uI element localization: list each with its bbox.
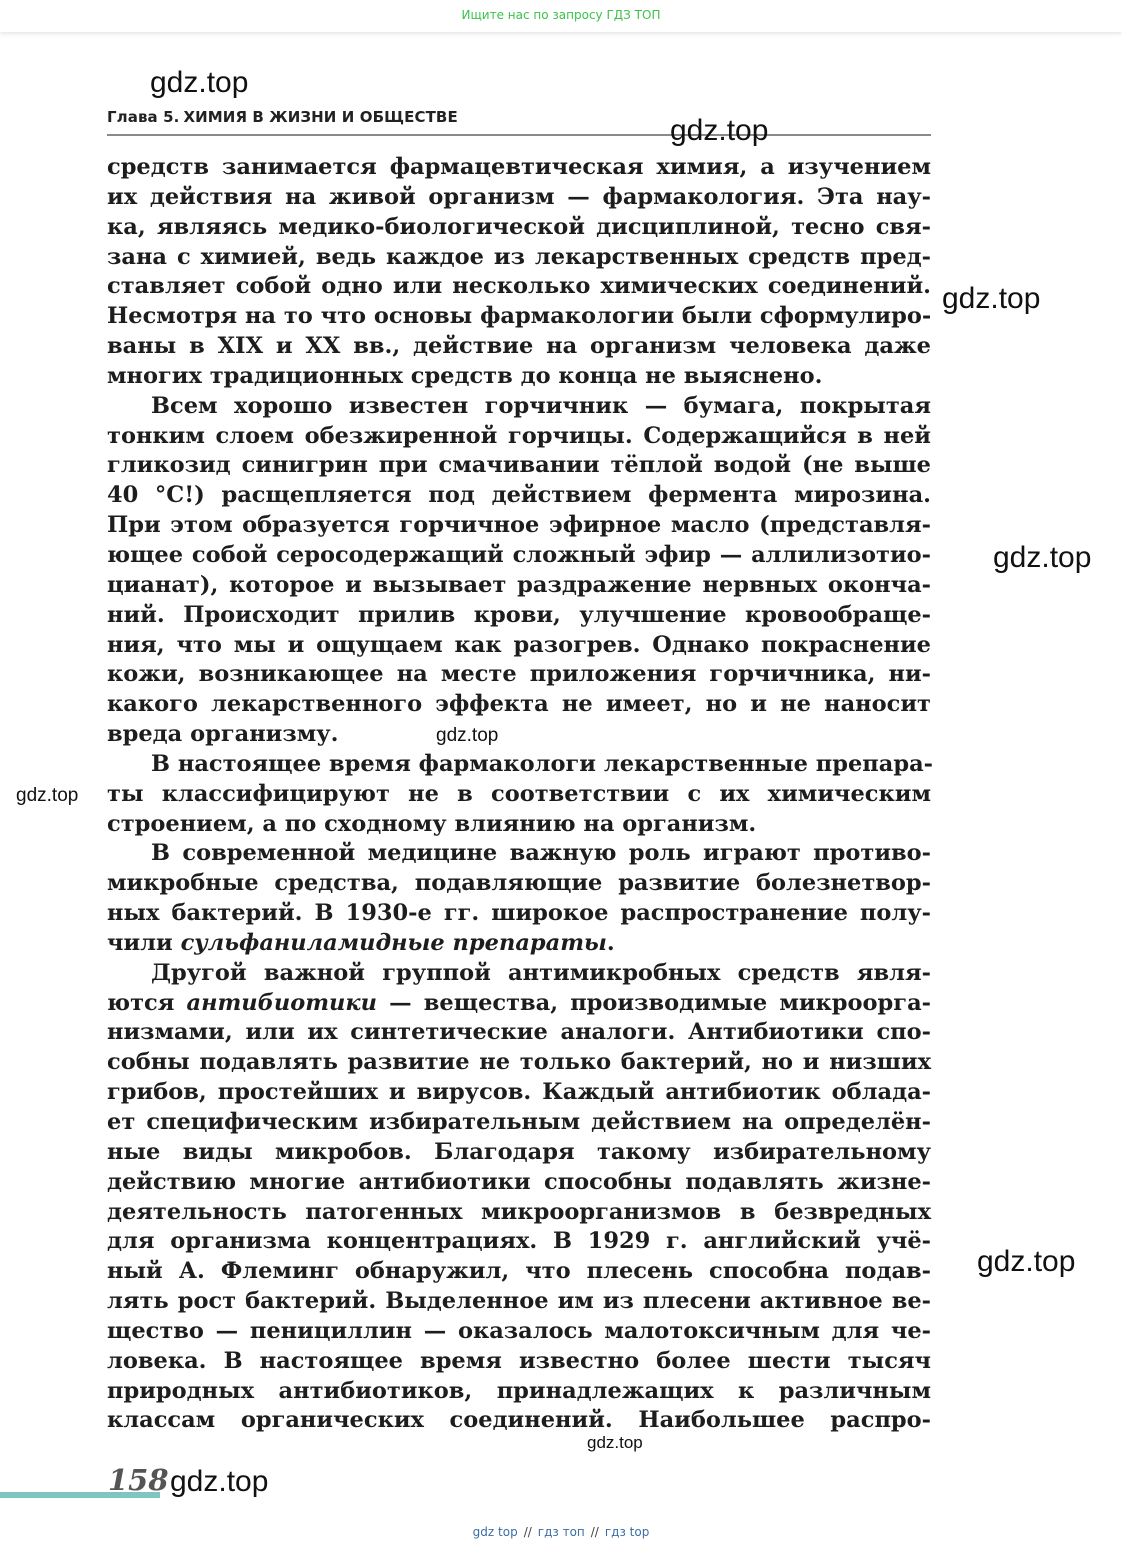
text-line — [107, 989, 931, 1019]
text-line: ставляет собой одно или несколько химических соединений. — [107, 273, 931, 300]
chapter-number: Глава 5. — [107, 108, 180, 126]
text-line: В современной медицине важную роль играют противо- — [151, 840, 931, 867]
page-number: 158 — [108, 1463, 169, 1497]
text-line: ные виды микробов. Благодаря такому избирательному — [107, 1138, 931, 1165]
text-line: цианат), которое и вызывает раздражение нервных оконча- — [107, 571, 931, 598]
text-line: ет специфическим избирательным действием на определён- — [107, 1109, 931, 1135]
text-line: ний. Происходит прилив крови, улучшение кровообраще- — [107, 601, 931, 628]
text-line: Другой важной группой антимикробных средств явля- — [151, 959, 931, 986]
term-sulfonamides: сульфаниламидные препараты — [180, 929, 607, 956]
text-line: действию многие антибиотики способны подавлять жизне- — [107, 1168, 931, 1195]
line-part: ются — [107, 989, 175, 1016]
text-line: классам органических соединений. Наибольшее распро- — [107, 1407, 931, 1434]
footer-link[interactable]: гдз топ — [537, 1525, 585, 1539]
footer-separator: // — [590, 1525, 599, 1539]
text-line: Всем хорошо известен горчичник — бумага, покрытая — [151, 392, 931, 419]
text-line: 40 °C!) расщепляется под действием фермента мирозина. — [107, 482, 931, 509]
watermark: gdz.top — [993, 541, 1092, 574]
text-line: вреда организму. — [107, 721, 339, 748]
watermark: gdz.top — [436, 725, 499, 746]
text-line: ты классифицируют не в соответствии с их химическим — [107, 780, 931, 807]
watermark: gdz.top — [942, 282, 1041, 315]
watermark: gdz.top — [150, 66, 249, 99]
footer-separator: // — [523, 1525, 532, 1539]
watermark: gdz.top — [670, 114, 769, 147]
text-line: зана с химией, ведь каждое из лекарственных средств пред- — [107, 243, 931, 270]
watermark: gdz.top — [170, 1465, 269, 1498]
text-line: лять рост бактерий. Выделенное им из плесени активное ве- — [107, 1288, 931, 1315]
text-line: микробные средства, подавляющие развитие болезнетвор- — [107, 870, 931, 897]
text-line: природных антибиотиков, принадлежащих к различным — [107, 1377, 931, 1404]
text-line: для организма концентрациях. В 1929 г. английский учё- — [107, 1228, 931, 1255]
text-line: ных бактерий. В 1930-е гг. широкое распространение полу- — [107, 900, 931, 927]
watermark: gdz.top — [977, 1245, 1076, 1278]
chapter-header — [107, 108, 458, 126]
footer-link[interactable]: гдз top — [604, 1525, 650, 1539]
text-line: средств занимается фармацевтическая химия, а изучением — [107, 154, 931, 180]
text-line: их действия на живой организм — фармакология. Эта нау- — [107, 183, 931, 210]
text-line: гликозид синигрин при смачивании тёплой водой (не выше — [107, 452, 931, 479]
text-line: собны подавлять развитие не только бактерий, но и низших — [107, 1049, 931, 1076]
term-antibiotics: антибиотики — [186, 989, 377, 1016]
chapter-title: ХИМИЯ В ЖИЗНИ И ОБЩЕСТВЕ — [183, 108, 458, 126]
text-line: При этом образуется горчичное эфирное масло (представля- — [107, 512, 931, 539]
body-text — [107, 153, 934, 1436]
text-line: В настоящее время фармакологи лекарственные препара- — [151, 750, 934, 777]
footer-link[interactable]: gdz top — [472, 1525, 518, 1539]
watermark: gdz.top — [587, 1433, 643, 1452]
text-line: ный А. Флеминг обнаружил, что плесень способна подав- — [107, 1258, 931, 1285]
text-line: тонким слоем обезжиренной горчицы. Содержащийся в ней — [107, 422, 931, 449]
text-line: ка, являясь медико-биологической дисциплиной, тесно свя- — [107, 213, 931, 240]
banner-text[interactable]: Ищите нас по запросу ГДЗ ТОП — [461, 8, 661, 22]
top-banner — [0, 0, 1122, 32]
text-line: кожи, возникающее на месте приложения горчичника, ни- — [107, 661, 931, 688]
text-line: ющее собой серосодержащий сложный эфир — аллилизотио- — [107, 541, 931, 568]
watermark: gdz.top — [16, 785, 79, 806]
text-line: строением, а по сходному влиянию на организм. — [107, 810, 757, 837]
header-rule — [107, 134, 931, 136]
text-line: Несмотря на то что основы фармакологии были сформулиро- — [107, 303, 932, 330]
text-line: какого лекарственного эффекта не имеет, но и не наносит — [107, 691, 931, 718]
text-line: деятельность патогенных микроорганизмов в безвредных — [107, 1198, 931, 1225]
line-part: чили — [107, 929, 173, 956]
text-line: многих традиционных средств до конца не выяснено. — [107, 362, 823, 389]
text-line: ловека. В настоящее время известно более шести тысяч — [107, 1347, 931, 1374]
text-line: щество — пенициллин — оказалось малотоксичным для че- — [107, 1317, 931, 1344]
footer-links — [0, 1525, 1122, 1539]
text-line: низмами, или их синтетические аналоги. Антибиотики спо- — [107, 1019, 931, 1046]
text-line: ния, что мы и ощущаем как разогрев. Однако покраснение — [107, 631, 931, 658]
text-line: ваны в XIX и XX вв., действие на организм человека даже — [107, 333, 931, 360]
text-line: грибов, простейших и вирусов. Каждый антибиотик облада- — [107, 1079, 931, 1106]
line-part: . — [606, 929, 615, 956]
line-part: — вещества, производимые микроорга- — [389, 989, 931, 1016]
text-line — [107, 929, 931, 959]
